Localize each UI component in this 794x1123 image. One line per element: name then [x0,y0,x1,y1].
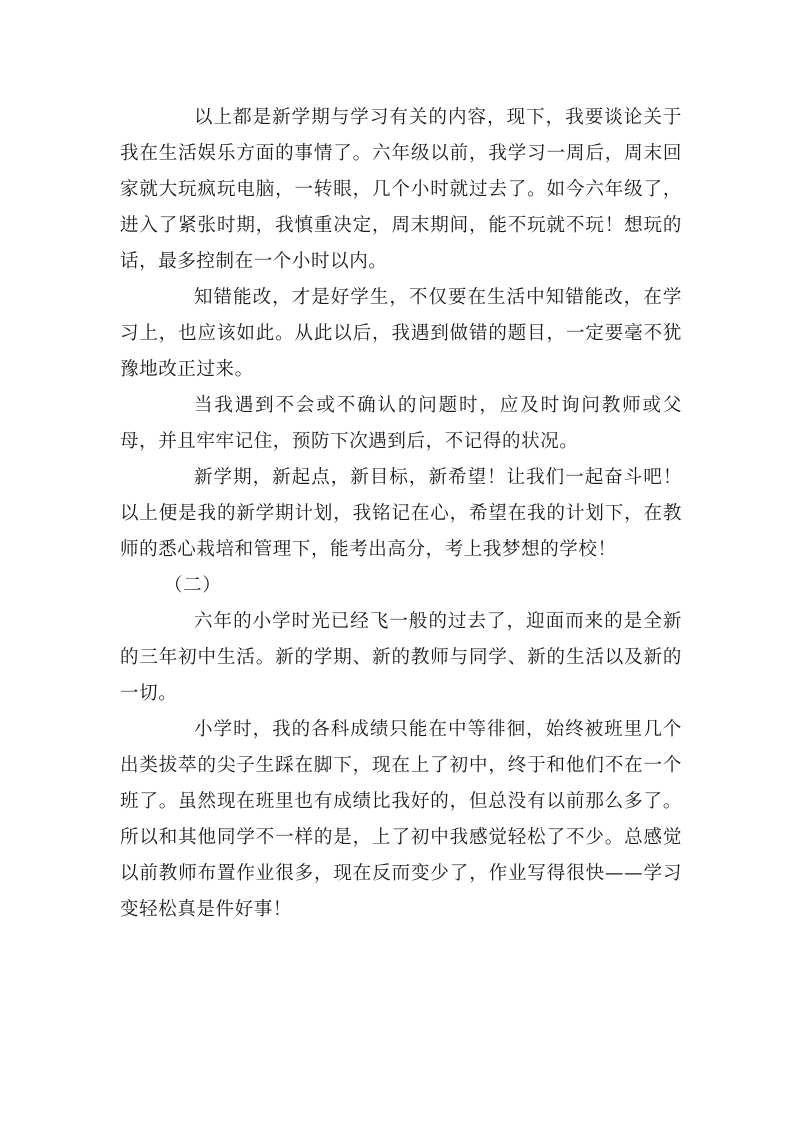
document-body [120,100,682,928]
paragraph-ask-questions: 当我遇到不会或不确认的问题时，应及时询问教师或父母，并且牢牢记住，预防下次遇到后，不记得的状况。 [120,395,682,452]
paragraph-correct-mistakes: 知错能改，才是好学生，不仅要在生活中知错能改，在学习上，也应该如此。从此以后，我遇到做错的题目，一定要毫不犹豫地改正过来。 [120,287,682,380]
paragraph-middle-school-experience: 小学时，我的各科成绩只能在中等徘徊，始终被班里几个出类拔萃的尖子生踩在脚下，现在上了初中，终于和他们不在一个班了。虽然现在班里也有成绩比我好的，但总没有以前那么多了。所以和其他同学不一样的是，上了初中我感觉轻松了不少。总感觉以前教师布置作业很多，现在反而变少了，作业写得很快——学习变轻松真是件好事！ [120,719,682,920]
section-heading: （二） [164,575,222,596]
paragraph-new-semester-summary: 新学期，新起点，新目标，新希望！让我们一起奋斗吧！以上便是我的新学期计划，我铭记在心，希望在我的计划下，在教师的悉心栽培和管理下，能考出高分，考上我梦想的学校！ [120,467,682,560]
paragraph-middle-school-intro: 六年的小学时光已经飞一般的过去了，迎面而来的是全新的三年初中生活。新的学期、新的教师与同学、新的生活以及新的一切。 [120,611,682,704]
paragraph-entertainment-plan: 以上都是新学期与学习有关的内容，现下，我要谈论关于我在生活娱乐方面的事情了。六年级以前，我学习一周后，周末回家就大玩疯玩电脑，一转眼，几个小时就过去了。如今六年级了，进入了紧张时期，我慎重决定，周末期间，能不玩就不玩！想玩的话，最多控制在一个小时以内。 [120,107,682,272]
